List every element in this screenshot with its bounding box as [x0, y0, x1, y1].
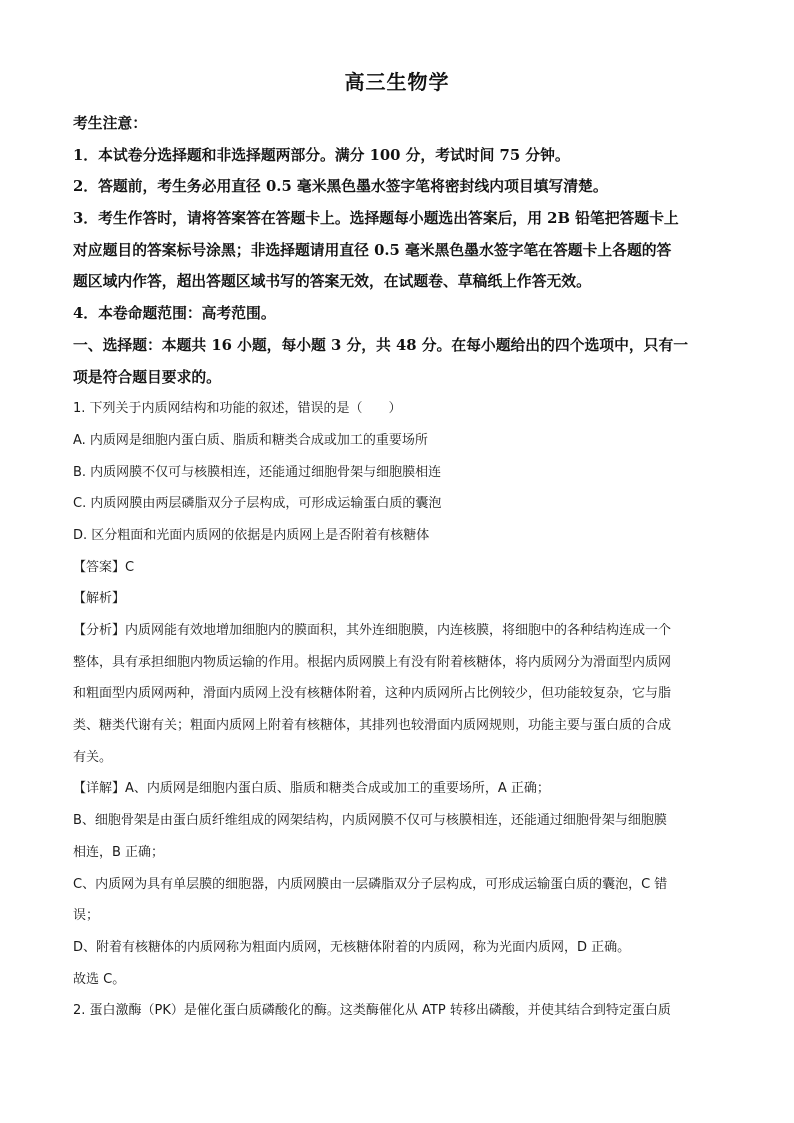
analysis-fenxi-line: 整体，具有承担细胞内物质运输的作用。根据内质网膜上有没有附着核糖体，将内质网分为滑面型内质网 [73, 654, 672, 670]
analysis-xiangjie-line: 故选 C。 [73, 971, 126, 987]
fenxi-label: 【分析】 [73, 623, 126, 638]
analysis-fenxi-line [73, 615, 721, 647]
question-option: B. 内质网膜不仅可与核膜相连，还能通过细胞骨架与细胞膜相连 [73, 464, 442, 480]
analysis-fenxi-line: 有关。 [73, 749, 113, 765]
exam-content [73, 108, 721, 1027]
notice-line: 2．答题前，考生务必用直径 0.5 毫米黑色墨水签字笔将密封线内项目填写清楚。 [73, 178, 608, 196]
fenxi-text: 内质网能有效地增加细胞内的膜面积，其外连细胞膜，内连核膜，将细胞中的各种结构连成一个 [125, 623, 672, 638]
answer-label: 【答案】 [73, 559, 126, 575]
notice-line: 4．本卷命题范围：高考范围。 [73, 305, 276, 323]
question-option: C. 内质网膜由两层磷脂双分子层构成，可形成运输蛋白质的囊泡 [73, 496, 442, 512]
analysis-xiangjie-line: D、附着有核糖体的内质网称为粗面内质网，无核糖体附着的内质网，称为光面内质网，D 正确。 [73, 939, 631, 955]
notice-line: 对应题目的答案标号涂黑；非选择题请用直径 0.5 毫米黑色墨水签字笔在答题卡上各题的答 [73, 241, 672, 259]
question-stem: 2. 蛋白激酶（PK）是催化蛋白质磷酸化的酶。这类酶催化从 ATP 转移出磷酸，并使其结合到特定蛋白质 [73, 1003, 671, 1019]
notice-line: 题区域内作答，超出答题区域书写的答案无效，在试题卷、草稿纸上作答无效。 [73, 273, 591, 291]
question-stem: 1. 下列关于内质网结构和功能的叙述，错误的是（ ） [73, 401, 402, 417]
xiangjie-label: 【详解】 [73, 781, 126, 797]
analysis-label: 【解析】 [73, 591, 126, 607]
analysis-xiangjie-line [73, 773, 721, 805]
question-option: A. 内质网是细胞内蛋白质、脂质和糖类合成或加工的重要场所 [73, 432, 428, 448]
page-title: 高三生物学 [344, 70, 450, 94]
analysis-fenxi-line: 和粗面型内质网两种，滑面内质网上没有核糖体附着，这种内质网所占比例较少，但功能较复杂，它与脂 [73, 686, 672, 702]
analysis-xiangjie-line: 误； [73, 908, 100, 924]
answer-value: C [125, 559, 135, 575]
analysis-xiangjie-line: C、内质网为具有单层膜的细胞器，内质网膜由一层磷脂双分子层构成，可形成运输蛋白质的囊泡，C 错 [73, 876, 668, 892]
answer-row [73, 552, 721, 584]
xiangjie-text: A、内质网是细胞内蛋白质、脂质和糖类合成或加工的重要场所，A 正确； [125, 781, 550, 797]
question-option: D. 区分粗面和光面内质网的依据是内质网上是否附着有核糖体 [73, 527, 430, 543]
analysis-xiangjie-line: B、细胞骨架是由蛋白质纤维组成的网架结构，内质网膜不仅可与核膜相连，还能通过细胞骨架与细胞膜 [73, 813, 667, 829]
notice-line: 3．考生作答时，请将答案答在答题卡上。选择题每小题选出答案后，用 2B 铅笔把答题卡上 [73, 210, 679, 228]
section-heading: 项是符合题目要求的。 [73, 368, 221, 386]
notice-line: 1．本试卷分选择题和非选择题两部分。满分 100 分，考试时间 75 分钟。 [73, 146, 570, 164]
analysis-fenxi-line: 类、糖类代谢有关；粗面内质网上附着有核糖体，其排列也较滑面内质网规则，功能主要与蛋白质的合成 [73, 718, 672, 734]
analysis-xiangjie-line: 相连，B 正确； [73, 844, 165, 860]
notice-heading: 考生注意： [73, 115, 147, 132]
section-heading: 一、选择题：本题共 16 小题，每小题 3 分，共 48 分。在每小题给出的四个选项中，只有一 [73, 336, 689, 354]
